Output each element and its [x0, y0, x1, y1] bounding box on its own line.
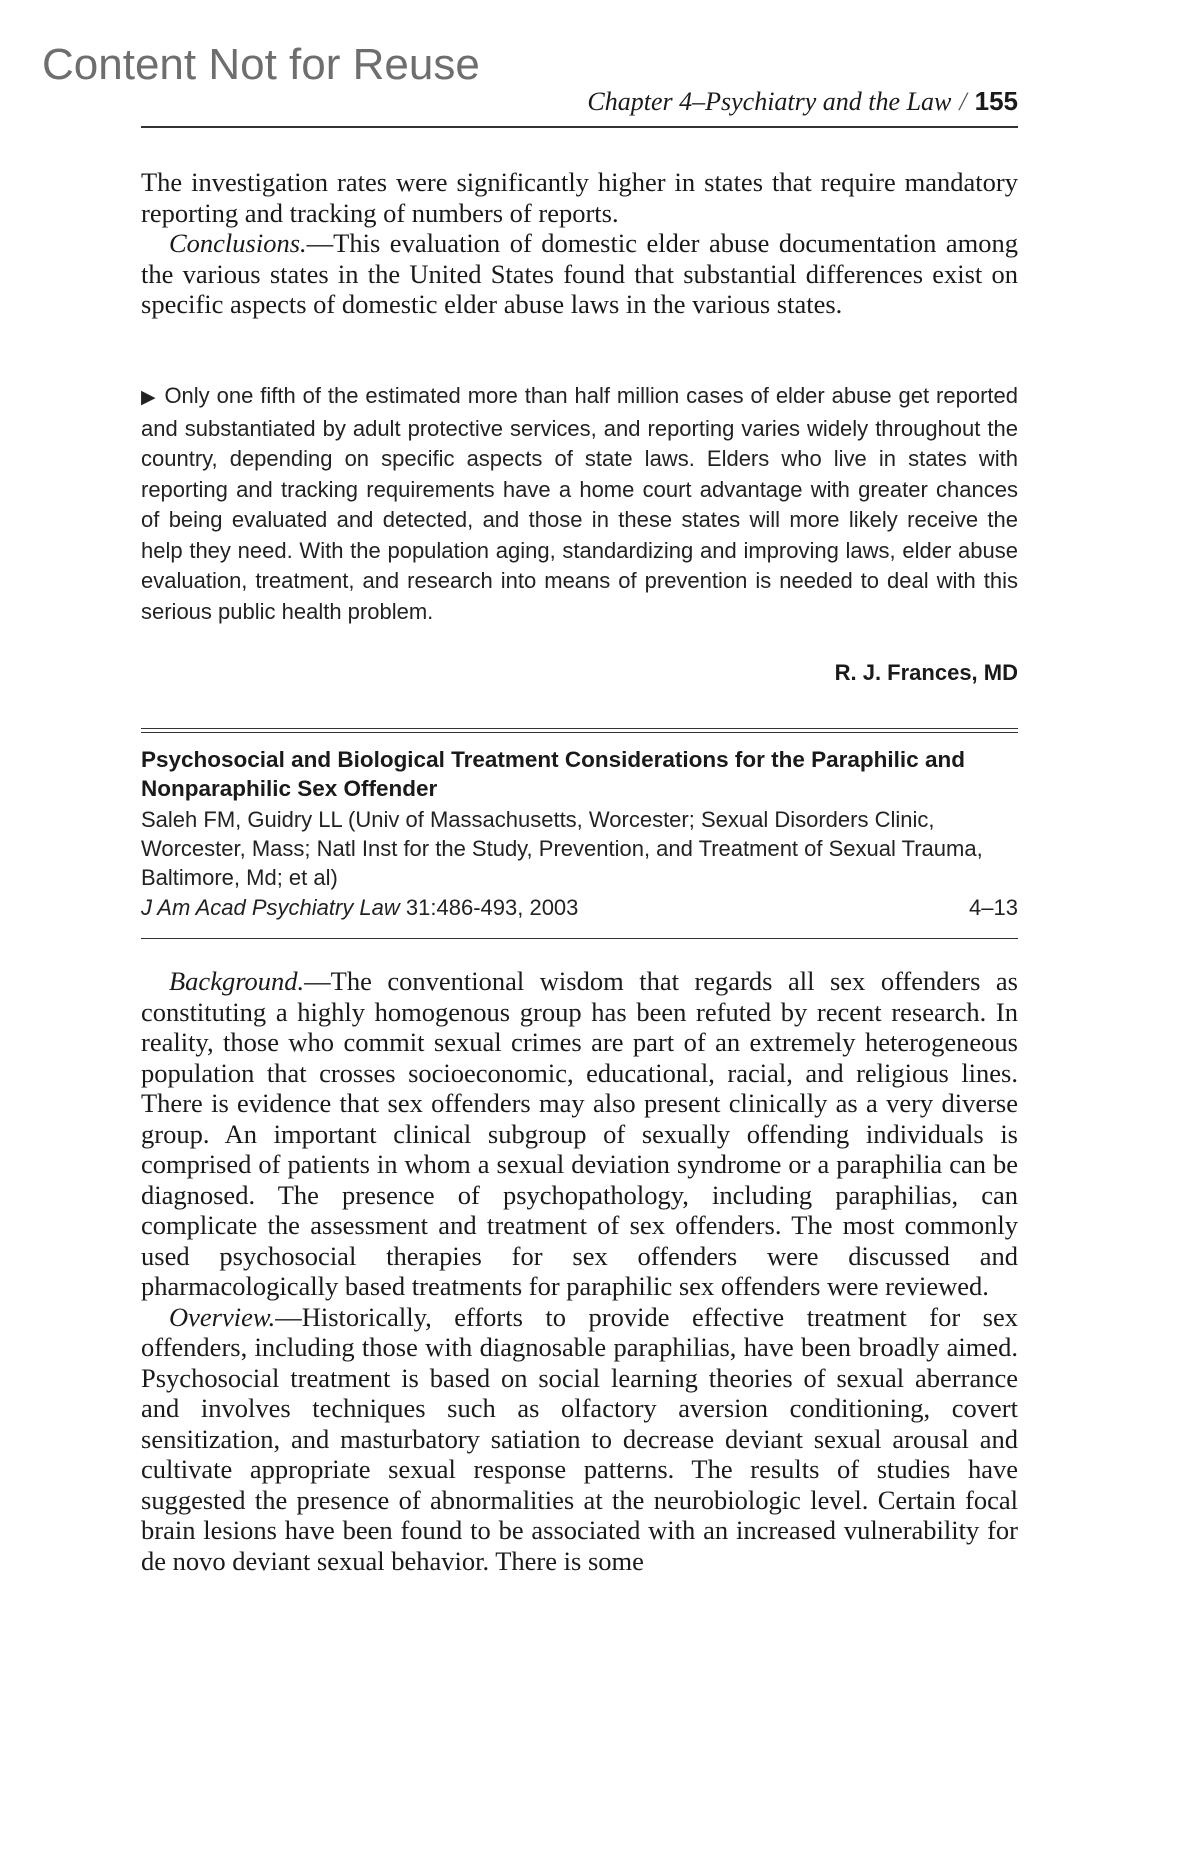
overview-label: Overview.: [169, 1301, 276, 1332]
watermark: Content Not for Reuse: [42, 40, 480, 89]
abstract-continuation: [141, 167, 1018, 320]
abstract-code: 4–13: [969, 895, 1018, 920]
commentary-author: R. J. Frances, MD: [834, 660, 1018, 685]
results-paragraph: The investigation rates were significantly higher in states that require mandatory reporting and tracking of numbers of reports.: [141, 167, 1018, 228]
background-paragraph: [141, 966, 1018, 1302]
journal-name: J Am Acad Psychiatry Law: [141, 895, 400, 920]
citation-row: [141, 893, 1018, 923]
overview-paragraph: [141, 1302, 1018, 1577]
triangle-marker-icon: ▶: [141, 387, 157, 408]
page-number: 155: [974, 86, 1018, 116]
header-rule: [141, 126, 1018, 128]
section-rule-bottom: [141, 938, 1018, 939]
chapter-title: Chapter 4–Psychiatry and the Law: [587, 87, 952, 116]
section-rule-top: [141, 728, 1018, 729]
running-head-separator: /: [959, 87, 967, 116]
running-head: [141, 86, 1018, 117]
volume-pages-year: 31:486-493, 2003: [399, 895, 579, 920]
commentary-paragraph: [141, 381, 1018, 627]
background-label: Background.: [169, 966, 305, 996]
conclusions-label: Conclusions.: [169, 228, 307, 258]
section-rule-top-inner: [141, 732, 1018, 733]
overview-text: —Historically, efforts to provide effective treatment for sex offenders, including those with diagnosable paraphilias, have been broadly aimed. Psychosocial treatment is based on social learning theories of sexual aberrance and involves techniques such as olfactory aversion conditioning, covert sensitization, and masturbatory satiation to decrease deviant sexual arousal and cultivate appropriate sexual response patterns. The results of studies have suggested the presence of abnormalities at the neurobiologic level. Certain focal brain lesions have been found to be associated with an increased vulnerability for de novo deviant sexual behavior. There is some: [141, 1301, 1018, 1576]
conclusions-paragraph: [141, 228, 1018, 320]
article-authors: Saleh FM, Guidry LL (Univ of Massachusetts, Worcester; Sexual Disorders Clinic, Worcester, Mass; Natl Inst for the Study, Prevention, and Treatment of Sexual Trauma, Baltimore, Md; et al): [141, 807, 983, 890]
background-text: —The conventional wisdom that regards all sex offenders as constituting a highly homogenous group has been refuted by recent research. In reality, those who commit sexual crimes are part of an extremely heterogeneous population that crosses socioeconomic, educational, racial, and religious lines. There is evidence that sex offenders may also present clinically as a very diverse group. An important clinical subgroup of sexually offending individuals is comprised of patients in whom a sexual deviation syndrome or a paraphilia can be diagnosed. The presence of psychopathology, including paraphilias, can complicate the assessment and treatment of sex offenders. The most commonly used psychosocial therapies for sex offenders were discussed and pharmacologically based treatments for paraphilic sex offenders were reviewed.: [141, 966, 1018, 1301]
commentary-text: Only one fifth of the estimated more than half million cases of elder abuse get reported and substantiated by adult protective services, and reporting varies widely throughout the country, depending on specific aspects of state laws. Elders who live in states with reporting and tracking requirements have a home court advantage with greater chances of being evaluated and detected, and those in these states will more likely receive the help they need. With the population aging, standardizing and improving laws, elder abuse evaluation, treatment, and research into means of prevention is needed to deal with this serious public health problem.: [141, 383, 1018, 624]
article-title: Psychosocial and Biological Treatment Considerations for the Paraphilic and Nonparaphilic Sex Offender: [141, 747, 965, 801]
article-body: [141, 966, 1018, 1576]
conclusions-text: —This evaluation of domestic elder abuse documentation among the various states in the United States found that substantial differences exist on specific aspects of domestic elder abuse laws in the various states.: [141, 228, 1018, 319]
